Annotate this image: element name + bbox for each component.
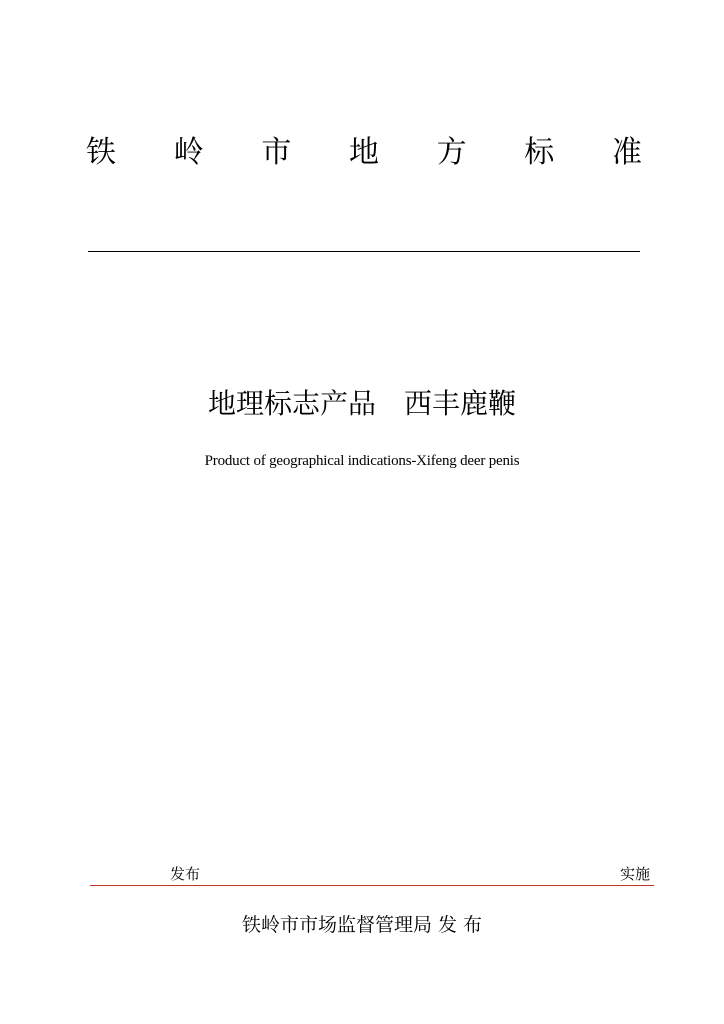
issuing-authority: 铁岭市市场监督管理局 发 布 <box>241 914 483 936</box>
heading-char: 地 <box>348 135 379 170</box>
heading-char: 准 <box>611 135 642 170</box>
heading-char: 方 <box>436 135 467 170</box>
footer-divider <box>90 885 654 886</box>
header-divider <box>88 251 640 252</box>
heading-char: 标 <box>524 135 555 170</box>
heading-char: 铁 <box>86 135 116 170</box>
document-title-zh: 地理标志产品 西丰鹿鞭 <box>207 387 516 420</box>
effective-date-label: 实施 <box>619 865 650 883</box>
standard-type-heading <box>86 128 642 178</box>
document-title-en: Product of geographical indications-Xifeng deer penis <box>204 453 520 469</box>
issue-date-label: 发布 <box>170 865 201 883</box>
heading-char: 市 <box>261 135 292 170</box>
heading-char: 岭 <box>173 135 204 170</box>
